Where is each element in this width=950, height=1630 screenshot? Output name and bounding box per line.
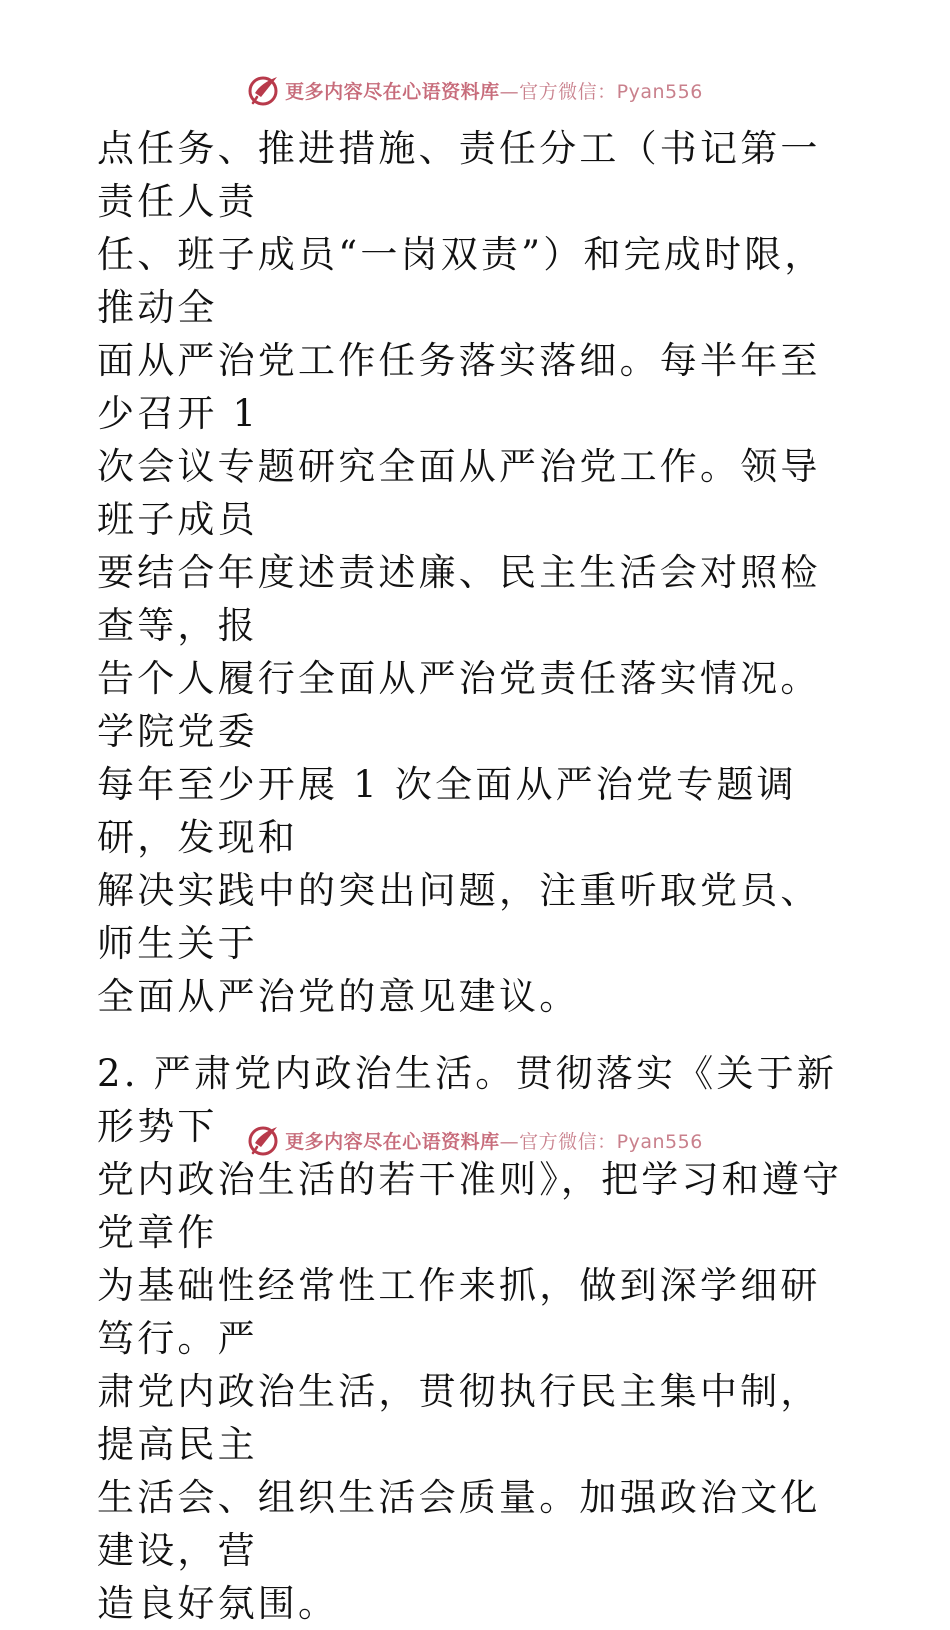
brush-logo-icon [247, 73, 281, 107]
text-line: 点任务、推进措施、责任分工（书记第一责任人责 [97, 127, 821, 223]
watermark-dash: — [499, 80, 520, 103]
watermark-header [0, 70, 950, 110]
watermark-footer [0, 1120, 950, 1160]
text-line: 2. 严肃党内政治生活。贯彻落实《关于新形势下 [97, 1052, 838, 1148]
text-line: 生活会、组织生活会质量。加强政治文化建设，营 [97, 1476, 821, 1572]
text-line: 解决实践中的突出问题，注重听取党员、师生关于 [97, 869, 821, 965]
text-line: 任、班子成员“一岗双责”）和完成时限，推动全 [97, 233, 825, 329]
text-line: 每年至少开展 1 次全面从严治党专题调研，发现和 [97, 763, 797, 859]
text-line: 党内政治生活的若干准则》，把学习和遵守党章作 [97, 1158, 843, 1254]
watermark-text [285, 1127, 703, 1154]
text-line: 为基础性经常性工作来抓，做到深学细研笃行。严 [97, 1264, 821, 1360]
document-body [97, 122, 857, 1630]
watermark-main: 更多内容尽在心语资料库 [285, 80, 500, 103]
text-line: 次会议专题研究全面从严治党工作。领导班子成员 [97, 445, 821, 541]
watermark-text [285, 77, 703, 104]
paragraph-1 [97, 122, 857, 1023]
text-line: 告个人履行全面从严治党责任落实情况。学院党委 [97, 657, 821, 753]
watermark-main: 更多内容尽在心语资料库 [285, 1130, 500, 1153]
watermark-contact: 官方微信：Pyan556 [519, 1130, 703, 1153]
text-line: 要结合年度述责述廉、民主生活会对照检查等，报 [97, 551, 821, 647]
text-line: 全面从严治党的意见建议。 [97, 975, 580, 1018]
text-line: 造良好氛围。 [97, 1582, 339, 1625]
brush-logo-icon [247, 1123, 281, 1157]
watermark-contact: 官方微信：Pyan556 [519, 80, 703, 103]
text-line: 面从严治党工作任务落实落细。每半年至少召开 1 [97, 339, 821, 435]
text-line: 肃党内政治生活，贯彻执行民主集中制，提高民主 [97, 1370, 821, 1466]
watermark-dash: — [499, 1130, 520, 1153]
